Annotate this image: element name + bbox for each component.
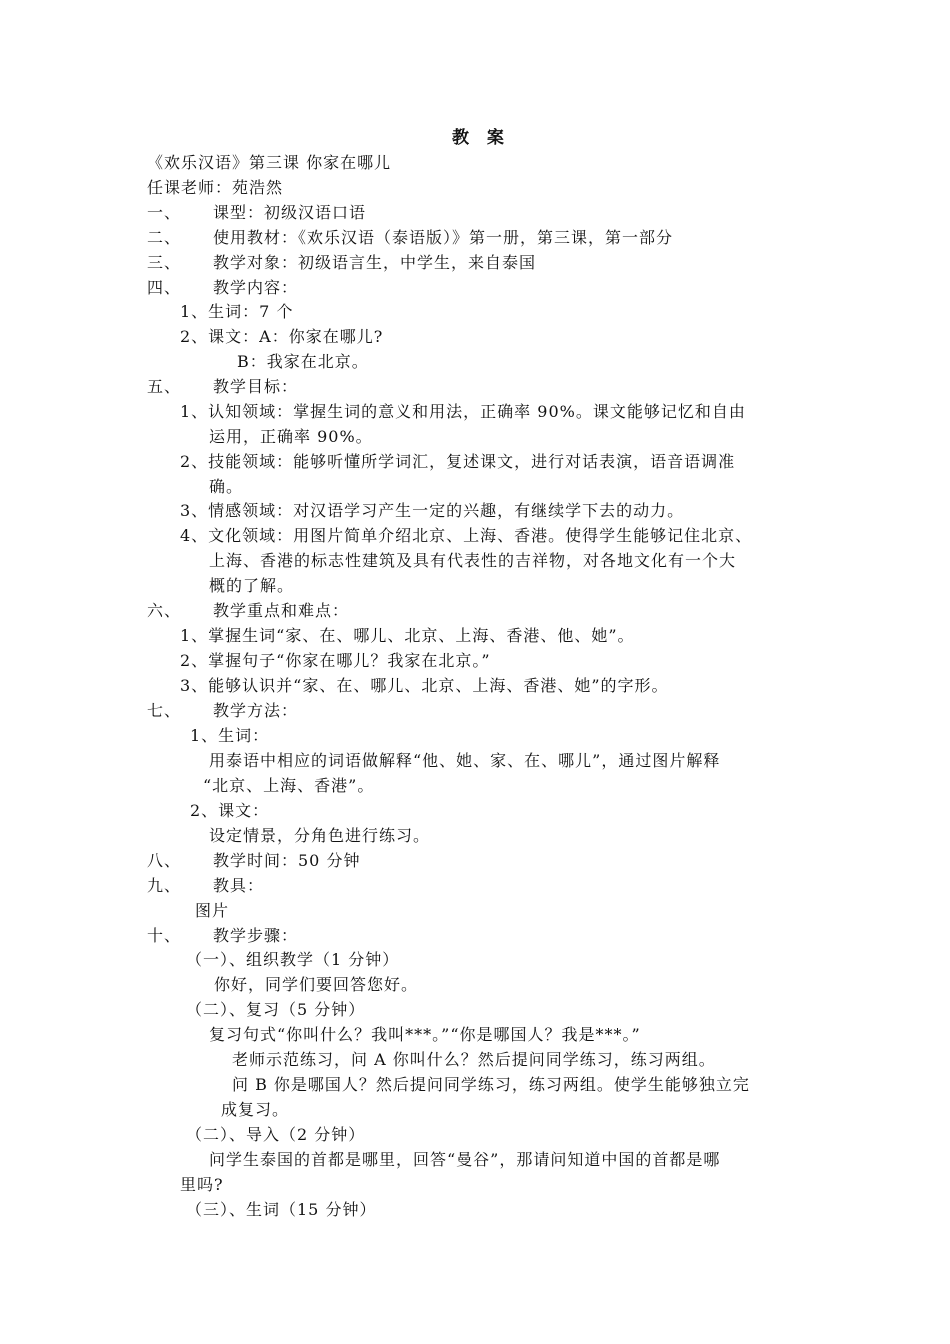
teacher-line: 任课老师：苑浩然 <box>147 178 284 197</box>
section-text: 教学内容： <box>213 278 299 297</box>
section-text: 教学方法： <box>213 701 299 720</box>
body-line: 上海、香港的标志性建筑及具有代表性的吉祥物，对各地文化有一个大 <box>209 551 737 570</box>
body-line: （二）、复习（5 分钟） <box>186 1000 366 1019</box>
body-line: “北京、上海、香港”。 <box>203 776 375 795</box>
body-line: 设定情景，分角色进行练习。 <box>209 826 431 845</box>
body-line: 1、生词： <box>190 726 270 745</box>
body-line: 2、课文：A：你家在哪儿? <box>180 327 384 346</box>
section-text: 教学步骤： <box>213 926 299 945</box>
body-line: 老师示范练习，问 A 你叫什么？然后提问同学练习，练习两组。 <box>232 1050 716 1069</box>
body-line: 3、能够认识并“家、在、哪儿、北京、上海、香港、她”的字形。 <box>180 676 669 695</box>
body-line: 确。 <box>209 477 244 496</box>
section-number: 五、 <box>147 377 182 396</box>
body-line: （二）、导入（2 分钟） <box>186 1125 366 1144</box>
body-line: 用泰语中相应的词语做解释“他、她、家、在、哪儿”，通过图片解释 <box>209 751 721 770</box>
body-line: 运用，正确率 90%。 <box>209 427 373 446</box>
section-number: 九、 <box>147 876 182 895</box>
section-number: 十、 <box>147 926 182 945</box>
section-text: 教学对象：初级语言生，中学生，来自泰国 <box>213 253 537 272</box>
section-text: 教学时间：50 分钟 <box>213 851 361 870</box>
body-line: 1、认知领域：掌握生词的意义和用法，正确率 90%。课文能够记忆和自由 <box>180 402 746 421</box>
section-number: 八、 <box>147 851 182 870</box>
body-line: （一）、组织教学（1 分钟） <box>186 950 400 969</box>
body-line: 1、生词：7 个 <box>180 302 294 321</box>
page-title: 教 案 <box>452 128 510 148</box>
section-text: 使用教材：《欢乐汉语（泰语版）》第一册，第三课，第一部分 <box>213 228 674 247</box>
body-line: 概的了解。 <box>209 576 295 595</box>
section-text: 课型：初级汉语口语 <box>213 203 367 222</box>
body-line: 图片 <box>195 901 230 920</box>
section-number: 七、 <box>147 701 182 720</box>
section-number: 二、 <box>147 228 182 247</box>
section-text: 教具： <box>213 876 265 895</box>
body-line: 2、掌握句子“你家在哪儿？我家在北京。” <box>180 651 491 670</box>
body-line: 成复习。 <box>221 1100 290 1119</box>
body-line: 4、文化领域：用图片简单介绍北京、上海、香港。使得学生能够记住北京、 <box>180 526 753 545</box>
body-line: （三）、生词（15 分钟） <box>186 1200 377 1219</box>
section-text: 教学目标： <box>213 377 299 396</box>
body-line: 问 B 你是哪国人？然后提问同学练习，练习两组。使学生能够独立完 <box>232 1075 750 1094</box>
course-title: 《欢乐汉语》第三课 你家在哪儿 <box>147 153 392 172</box>
section-number: 四、 <box>147 278 182 297</box>
body-line: B：我家在北京。 <box>237 352 369 371</box>
body-line: 你好，同学们要回答您好。 <box>214 975 419 994</box>
body-line: 里吗? <box>180 1175 224 1194</box>
body-line: 问学生泰国的首都是哪里，回答“曼谷”，那请问知道中国的首都是哪 <box>209 1150 721 1169</box>
section-number: 三、 <box>147 253 182 272</box>
body-line: 1、掌握生词“家、在、哪儿、北京、上海、香港、他、她”。 <box>180 626 635 645</box>
section-number: 一、 <box>147 203 182 222</box>
body-line: 复习句式“你叫什么？我叫***。”“你是哪国人？我是***。” <box>209 1025 641 1044</box>
body-line: 2、技能领域：能够听懂所学词汇，复述课文，进行对话表演，语音语调准 <box>180 452 736 471</box>
body-line: 2、课文： <box>190 801 270 820</box>
body-line: 3、情感领域：对汉语学习产生一定的兴趣，有继续学下去的动力。 <box>180 501 685 520</box>
section-text: 教学重点和难点： <box>213 601 350 620</box>
section-number: 六、 <box>147 601 182 620</box>
